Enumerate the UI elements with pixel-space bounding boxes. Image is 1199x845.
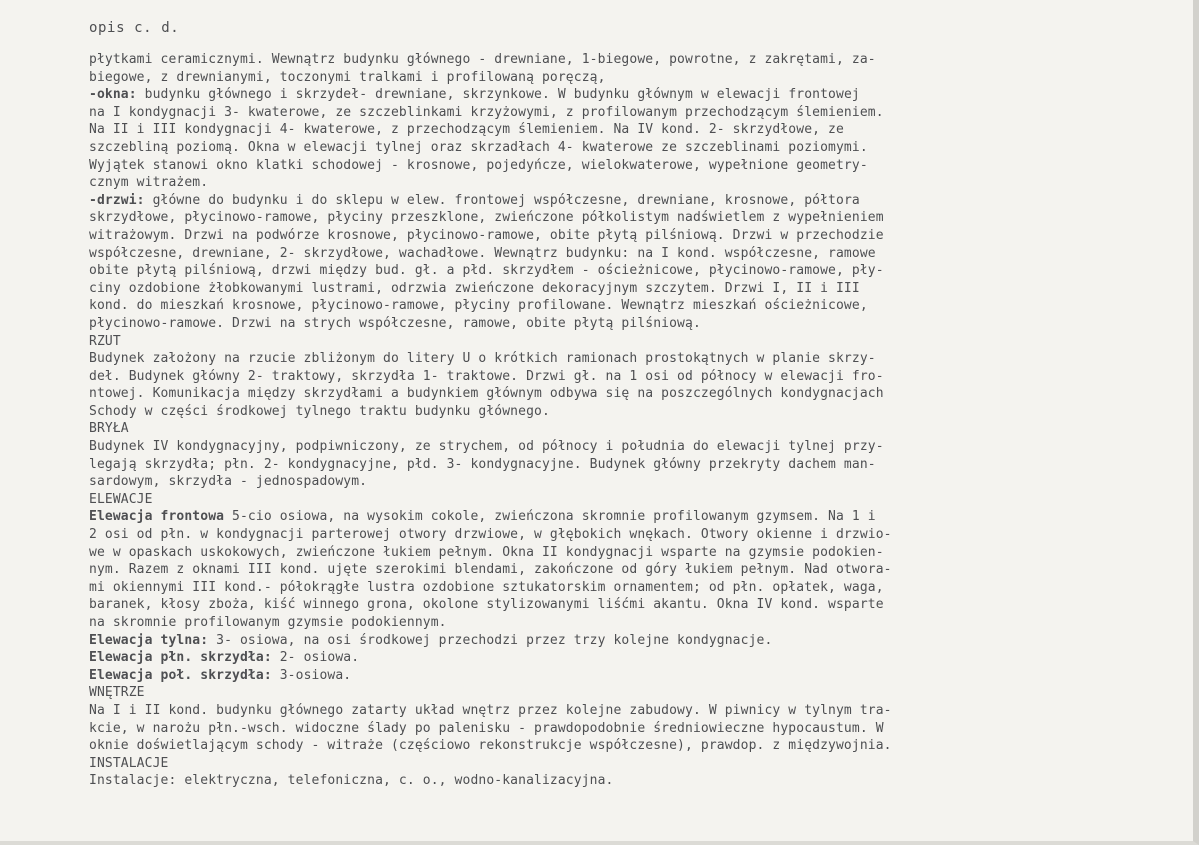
line-text: biegowe, z drewnianymi, toczonymi tralkami i profilowaną poręczą, bbox=[89, 69, 606, 85]
line-text: 3- osiowa, na osi środkowej przechodzi przez trzy kolejne kondygnacje. bbox=[208, 632, 773, 648]
line-text: witrażowym. Drzwi na podwórze krosnowe, płycinowo-ramowe, obite płytą pilśniową. Drzwi w przechodzie bbox=[89, 227, 884, 243]
line-text: obite płytą pilśniową, drzwi między bud. gł. a płd. skrzydłem - ościeżnicowe, płycinowo-ramowe, pły- bbox=[89, 263, 884, 279]
line-text: INSTALACJE bbox=[89, 755, 169, 771]
line-text: mi okiennymi III kond.- półokrągłe lustra ozdobione sztukatorskim ornamentem; od płn. opłatek, waga, bbox=[89, 579, 884, 595]
text-line bbox=[89, 596, 1109, 614]
line-text: Instalacje: elektryczna, telefoniczna, c. o., wodno-kanalizacyjna. bbox=[89, 773, 614, 789]
text-line bbox=[89, 649, 1109, 667]
text-line bbox=[89, 174, 1109, 192]
text-line bbox=[89, 385, 1109, 403]
bold-label: Elewacja frontowa bbox=[89, 509, 225, 525]
line-text: WNĘTRZE bbox=[89, 685, 145, 701]
text-line bbox=[89, 702, 1109, 720]
text-line bbox=[89, 104, 1109, 122]
line-text: Budynek IV kondygnacyjny, podpiwniczony, ze strychem, od północy i południa do elewacji tylnej przy- bbox=[89, 439, 884, 455]
text-line bbox=[89, 544, 1109, 562]
text-line bbox=[89, 368, 1109, 386]
text-line bbox=[89, 772, 1109, 790]
line-text: ciny ozdobione żłobkowanymi lustrami, odrzwia zwieńczone dekoracyjnym szczytem. Drzwi I, II i III bbox=[89, 280, 860, 296]
line-text: Na II i III kondygnacji 4- kwaterowe, z przechodzącym ślemieniem. Na IV kond. 2- skrzydłowe, ze bbox=[89, 122, 844, 138]
line-text: budynku głównego i skrzydeł- drewniane, skrzynkowe. W budynku głównym w elewacji frontowej bbox=[136, 87, 860, 103]
line-text: Schody w części środkowej tylnego traktu budynku głównego. bbox=[89, 403, 550, 419]
line-text: deł. Budynek główny 2- traktowy, skrzydła 1- traktowe. Drzwi gł. na 1 osi od północy w elewacji fro- bbox=[89, 368, 884, 384]
text-line bbox=[89, 561, 1109, 579]
text-line bbox=[89, 491, 1109, 509]
text-line bbox=[89, 315, 1109, 333]
line-text: sardowym, skrzydła - jednospadowym. bbox=[89, 474, 368, 490]
text-line bbox=[89, 632, 1109, 650]
text-line bbox=[89, 297, 1109, 315]
line-text: 3-osiowa. bbox=[271, 667, 352, 683]
line-text: 2- osiowa. bbox=[271, 650, 360, 666]
line-text: ntowej. Komunikacja między skrzydłami a budynkiem głównym odbywa się na poszczególnych kondygnacjach bbox=[89, 386, 884, 402]
line-text: na skromnie profilowanym gzymsie podokiennym. bbox=[89, 615, 447, 630]
text-line bbox=[89, 526, 1109, 544]
text-line bbox=[89, 720, 1109, 738]
text-line bbox=[89, 684, 1109, 702]
text-line bbox=[89, 192, 1109, 210]
text-line bbox=[89, 280, 1109, 298]
line-text: Budynek założony na rzucie zbliżonym do litery U o krótkich ramionach prostokątnych w planie skrzy- bbox=[89, 351, 876, 367]
text-line bbox=[89, 579, 1109, 597]
line-text: nym. Razem z oknami III kond. ujęte szerokimi blendami, zakończone od góry łukiem pełnym. Nad otwora- bbox=[89, 562, 892, 578]
text-line bbox=[89, 227, 1109, 245]
text-line bbox=[89, 69, 1109, 87]
text-line bbox=[89, 350, 1109, 368]
text-line bbox=[89, 157, 1109, 175]
text-line bbox=[89, 333, 1109, 351]
bold-label: -okna: bbox=[89, 87, 137, 103]
line-text: Wyjątek stanowi okno klatki schodowej - krosnowe, pojedyńcze, wielokwaterowe, wypełnione geometry- bbox=[89, 157, 868, 173]
text-line bbox=[89, 438, 1109, 456]
line-text: na I kondygnacji 3- kwaterowe, ze szczeblinkami krzyżowymi, z profilowanym przechodzącym ślemieniem. bbox=[89, 104, 884, 120]
text-line bbox=[89, 737, 1109, 755]
line-text: główne do budynku i do sklepu w elew. frontowej współczesne, drewniane, krosnowe, półtora bbox=[144, 192, 860, 208]
line-text: 2 osi od płn. w kondygnacji parterowej otwory drzwiowe, w głębokich wnękach. Otwory okienne i drzwio- bbox=[89, 527, 892, 543]
line-text: skrzydłowe, płycinowo-ramowe, płyciny przeszklone, zwieńczone półkolistym nadświetlem z wypełnieniem bbox=[89, 210, 884, 226]
line-text: kcie, w narożu płn.-wsch. widoczne ślady po palenisku - prawdopodobnie średniowieczne hypocaustum. W bbox=[89, 720, 884, 736]
line-text: Na I i II kond. budynku głównego zatarty układ wnętrz przez kolejne zabudowy. W piwnicy w tylnym tra- bbox=[89, 702, 892, 718]
text-line bbox=[89, 121, 1109, 139]
line-text: kond. do mieszkań krosnowe, płycinowo-ramowe, płyciny profilowane. Wewnątrz mieszkań ościeżnicowe, bbox=[89, 298, 868, 314]
line-text: szczebliną poziomą. Okna w elewacji tylnej oraz skrzadłach 4- kwaterowe ze szczeblinami poziomymi. bbox=[89, 139, 868, 155]
text-line bbox=[89, 667, 1109, 685]
text-line bbox=[89, 139, 1109, 157]
line-text: we w opaskach uskokowych, zwieńczone łukiem pełnym. Okna II kondygnacji wsparte na gzymsie podokien- bbox=[89, 544, 884, 560]
bold-label: Elewacja poł. skrzydła: bbox=[89, 667, 272, 683]
text-line bbox=[89, 262, 1109, 280]
line-text: 5-cio osiowa, na wysokim cokole, zwieńczona skromnie profilowanym gzymsem. Na 1 i bbox=[224, 509, 876, 525]
line-text: współczesne, drewniane, 2- skrzydłowe, wachadłowe. Wewnątrz budynku: na I kond. współczesne, ramowe bbox=[89, 245, 876, 261]
bold-label: Elewacja płn. skrzydła: bbox=[89, 650, 272, 666]
text-line bbox=[89, 51, 1109, 69]
line-text: legają skrzydła; płn. 2- kondygnacyjne, płd. 3- kondygnacyjne. Budynek główny przekryty dachem man- bbox=[89, 456, 876, 472]
text-line bbox=[89, 245, 1109, 263]
line-text: oknie doświetlającym schody - witraże (częściowo rekonstrukcje współczesne), prawdop. z międzywojnia. bbox=[89, 738, 892, 754]
text-line bbox=[89, 755, 1109, 773]
line-text: płycinowo-ramowe. Drzwi na strych współczesne, ramowe, obite płytą pilśniową. bbox=[89, 315, 701, 331]
line-text: cznym witrażem. bbox=[89, 175, 209, 191]
text-line bbox=[89, 508, 1109, 526]
text-line bbox=[89, 209, 1109, 227]
line-text: RZUT bbox=[89, 333, 121, 349]
text-line bbox=[89, 614, 1109, 632]
text-line bbox=[89, 420, 1109, 438]
bold-label: Elewacja tylna: bbox=[89, 632, 209, 648]
text-line bbox=[89, 403, 1109, 421]
text-line bbox=[89, 456, 1109, 474]
text-line bbox=[89, 473, 1109, 491]
line-text: baranek, kłosy zboża, kiść winnego grona, okolone stylizowanymi liśćmi akantu. Okna IV kond. wsparte bbox=[89, 597, 884, 613]
page-header: opis c. d. bbox=[89, 20, 180, 36]
text-line bbox=[89, 86, 1109, 104]
line-text: BRYŁA bbox=[89, 421, 129, 437]
document-body bbox=[89, 51, 1109, 790]
line-text: płytkami ceramicznymi. Wewnątrz budynku głównego - drewniane, 1-biegowe, powrotne, z zakrętami, za- bbox=[89, 52, 876, 67]
line-text: ELEWACJE bbox=[89, 491, 153, 507]
bold-label: -drzwi: bbox=[89, 192, 145, 208]
